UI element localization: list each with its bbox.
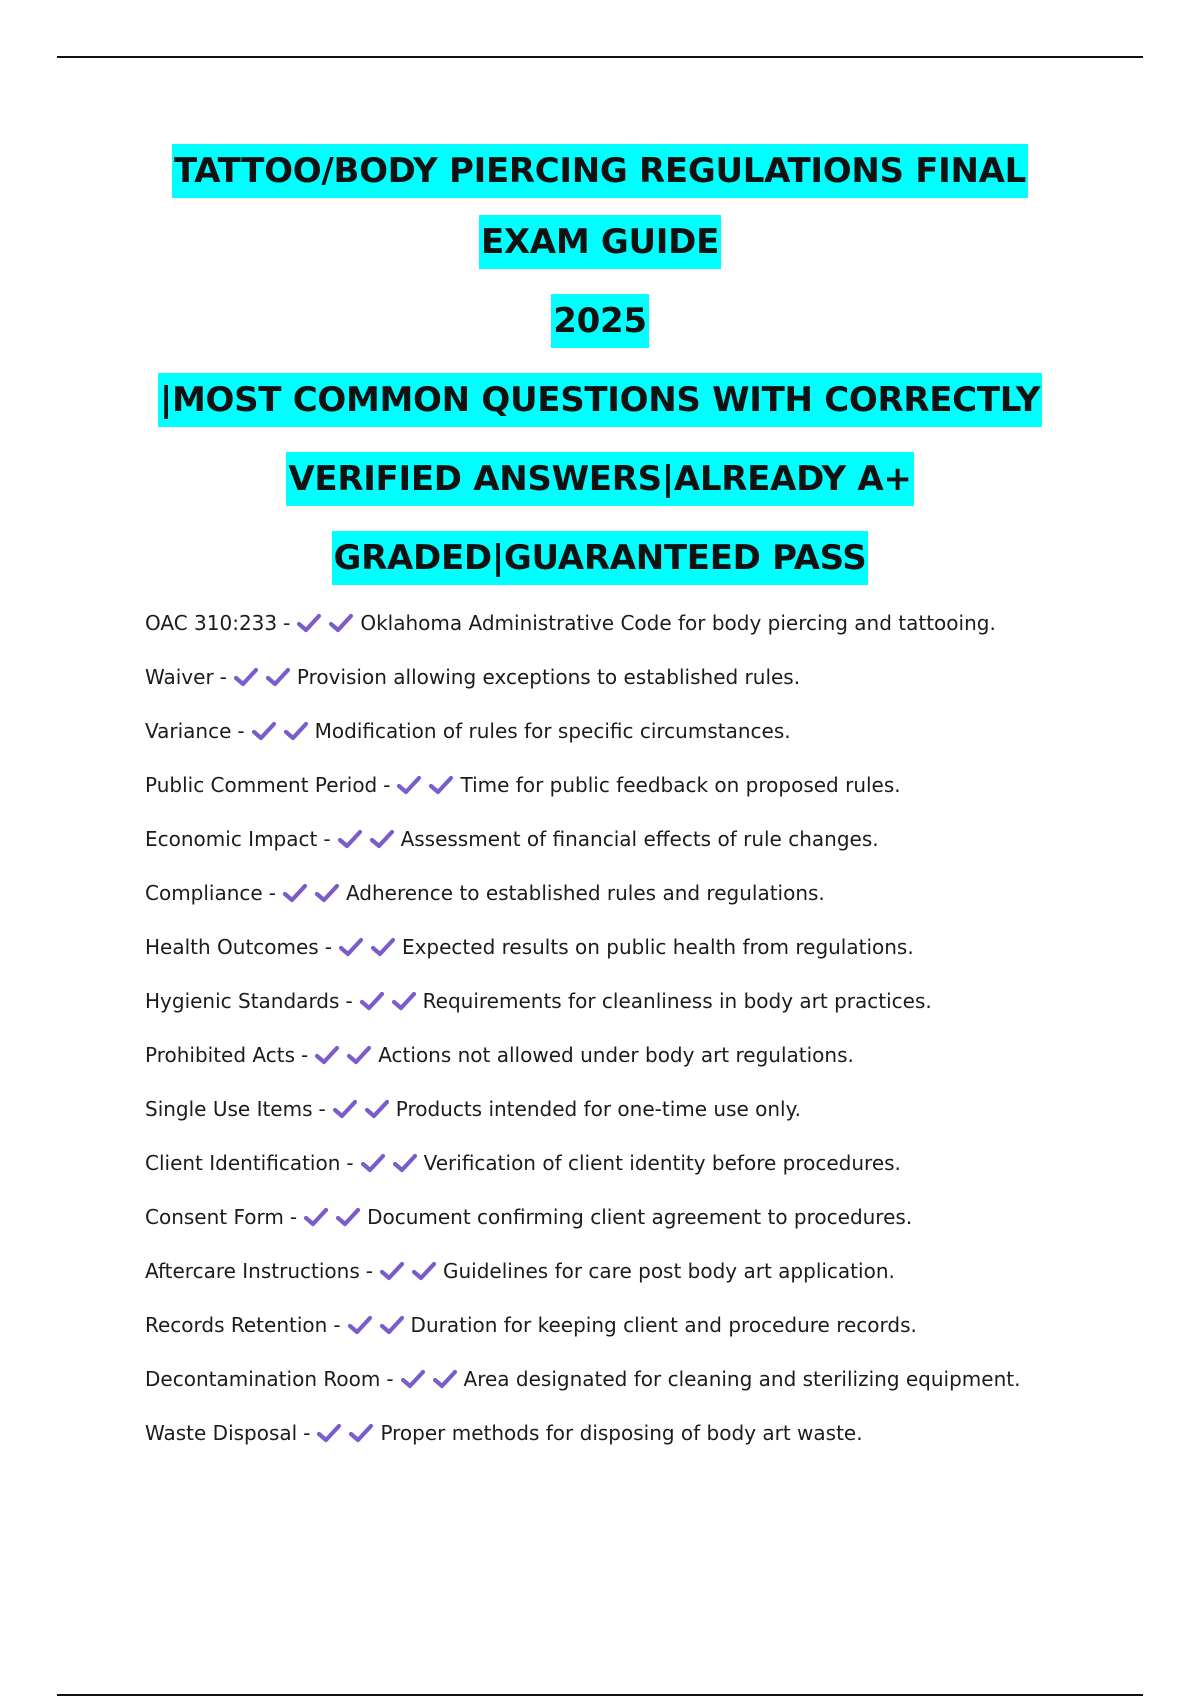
check-mark-icon [348,1422,374,1444]
title-line [0,202,1200,281]
list-item [145,1082,1105,1136]
term-separator: - [301,1043,309,1067]
verified-checks [282,882,342,904]
check-mark-icon [316,1422,342,1444]
term-label: Health Outcomes [145,935,319,959]
term-separator: - [323,827,331,851]
list-item [145,812,1105,866]
definition-text: Products intended for one-time use only. [395,1097,801,1121]
list-item [145,704,1105,758]
check-mark-icon [370,936,396,958]
verified-checks [303,1206,363,1228]
list-item [145,1136,1105,1190]
check-mark-icon [282,882,308,904]
check-mark-icon [328,612,354,634]
term-separator: - [237,719,245,743]
verified-checks [379,1260,439,1282]
list-item [145,1298,1105,1352]
verified-checks [337,828,397,850]
term-label: Waiver [145,665,214,689]
check-mark-icon [233,666,259,688]
list-item [145,974,1105,1028]
definition-text: Oklahoma Administrative Code for body piercing and tattooing. [360,611,996,635]
list-item [145,1244,1105,1298]
title-line [0,281,1200,360]
list-item [145,1406,1105,1460]
check-mark-icon [314,882,340,904]
verified-checks [359,990,419,1012]
check-mark-icon [335,1206,361,1228]
list-item [145,596,1105,650]
title-highlight: GRADED|GUARANTEED PASS [332,531,869,585]
check-mark-icon [360,1152,386,1174]
check-mark-icon [411,1260,437,1282]
term-label: Compliance [145,881,263,905]
title-highlight: TATTOO/BODY PIERCING REGULATIONS FINAL [172,144,1028,198]
term-label: Consent Form [145,1205,284,1229]
check-mark-icon [359,990,385,1012]
check-mark-icon [364,1098,390,1120]
verified-checks [316,1422,376,1444]
definition-text: Document confirming client agreement to procedures. [367,1205,913,1229]
check-mark-icon [392,1152,418,1174]
check-mark-icon [379,1260,405,1282]
check-mark-icon [346,1044,372,1066]
term-label: Waste Disposal [145,1421,298,1445]
definition-text: Duration for keeping client and procedure records. [410,1313,917,1337]
check-mark-icon [347,1314,373,1336]
check-mark-icon [338,936,364,958]
verified-checks [347,1314,407,1336]
definition-text: Time for public feedback on proposed rules. [460,773,901,797]
list-item [145,866,1105,920]
term-separator: - [303,1421,311,1445]
term-separator: - [386,1367,394,1391]
title-highlight: VERIFIED ANSWERS|ALREADY A+ [286,452,913,506]
check-mark-icon [391,990,417,1012]
title-line [0,518,1200,597]
check-mark-icon [379,1314,405,1336]
definition-text: Provision allowing exceptions to established rules. [296,665,801,689]
list-item [145,758,1105,812]
check-mark-icon [369,828,395,850]
term-label: Client Identification [145,1151,341,1175]
verified-checks [233,666,293,688]
check-mark-icon [337,828,363,850]
term-label: Records Retention [145,1313,328,1337]
check-mark-icon [296,612,322,634]
term-label: Single Use Items [145,1097,313,1121]
term-label: Prohibited Acts [145,1043,295,1067]
check-mark-icon [265,666,291,688]
title-line [0,439,1200,518]
check-mark-icon [283,720,309,742]
list-item [145,920,1105,974]
verified-checks [296,612,356,634]
title-line [0,140,1200,202]
term-label: Aftercare Instructions [145,1259,360,1283]
term-separator: - [346,1151,354,1175]
verified-checks [251,720,311,742]
definition-text: Assessment of financial effects of rule changes. [400,827,879,851]
term-label: Public Comment Period [145,773,378,797]
term-separator: - [318,1097,326,1121]
definition-text: Verification of client identity before procedures. [423,1151,901,1175]
title-line [0,360,1200,439]
term-label: Decontamination Room [145,1367,381,1391]
bottom-divider [57,1694,1143,1696]
term-label: Economic Impact [145,827,318,851]
term-label: OAC 310:233 [145,611,278,635]
title-highlight: EXAM GUIDE [479,215,721,269]
term-separator: - [289,1205,298,1229]
definition-text: Adherence to established rules and regulations. [345,881,825,905]
term-label: Variance [145,719,232,743]
check-mark-icon [332,1098,358,1120]
question-answer-list [145,596,1105,1460]
list-item [145,1190,1105,1244]
list-item [145,1352,1105,1406]
check-mark-icon [432,1368,458,1390]
term-separator: - [365,1259,373,1283]
term-separator: - [283,611,291,635]
term-separator: - [333,1313,341,1337]
definition-text: Modification of rules for specific circumstances. [314,719,791,743]
check-mark-icon [428,774,454,796]
check-mark-icon [400,1368,426,1390]
title-highlight: |MOST COMMON QUESTIONS WITH CORRECTLY [158,373,1042,427]
term-separator: - [268,881,276,905]
definition-text: Area designated for cleaning and sterilizing equipment. [463,1367,1021,1391]
verified-checks [396,774,456,796]
term-separator: - [345,989,353,1013]
verified-checks [338,936,398,958]
term-separator: - [324,935,332,959]
check-mark-icon [251,720,277,742]
check-mark-icon [303,1206,329,1228]
list-item [145,650,1105,704]
verified-checks [332,1098,392,1120]
definition-text: Requirements for cleanliness in body art practices. [422,989,932,1013]
title-year: 2025 [551,294,648,348]
definition-text: Expected results on public health from regulations. [401,935,914,959]
term-separator: - [219,665,227,689]
definition-text: Proper methods for disposing of body art waste. [380,1421,863,1445]
definition-text: Guidelines for care post body art application. [442,1259,895,1283]
check-mark-icon [396,774,422,796]
check-mark-icon [314,1044,340,1066]
term-label: Hygienic Standards [145,989,340,1013]
definition-text: Actions not allowed under body art regulations. [378,1043,854,1067]
top-divider [57,56,1143,58]
verified-checks [360,1152,420,1174]
verified-checks [400,1368,460,1390]
term-separator: - [383,773,391,797]
verified-checks [314,1044,374,1066]
document-title [0,140,1200,597]
list-item [145,1028,1105,1082]
